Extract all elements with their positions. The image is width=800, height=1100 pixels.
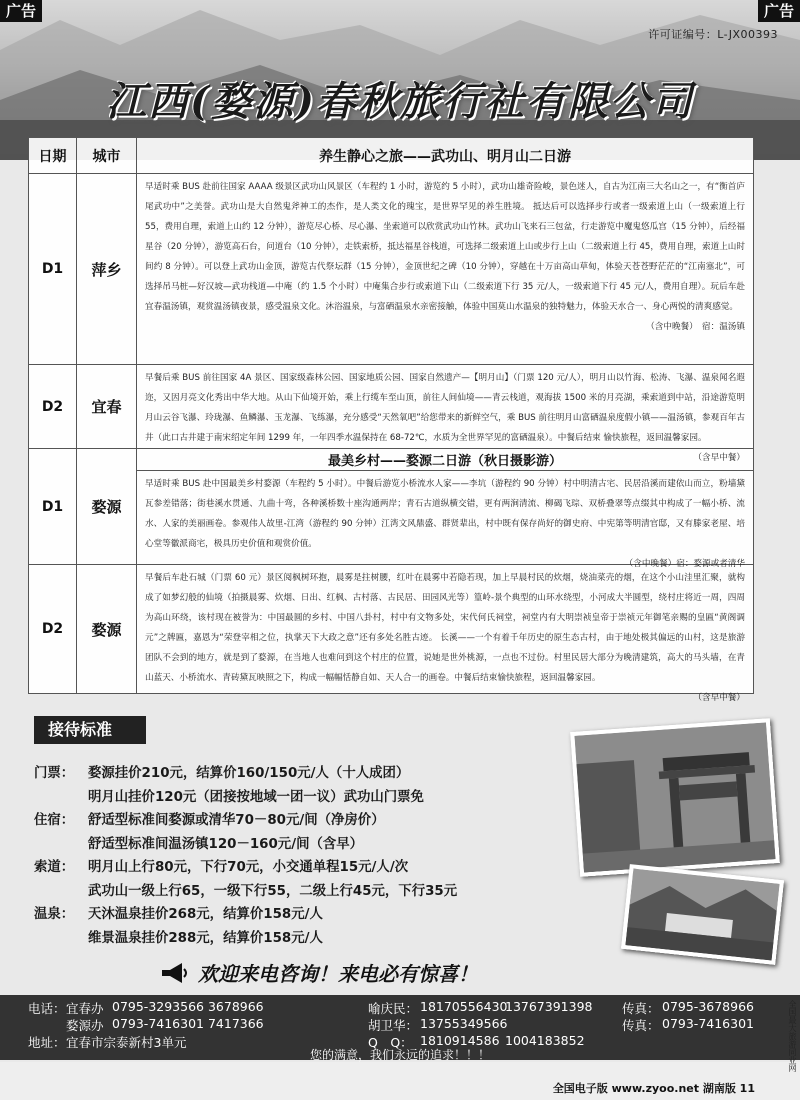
slogan (160, 958, 620, 987)
row-day: D1 (29, 174, 77, 364)
tour1-title: 养生静心之旅——武功山、明月山二日游 (319, 148, 571, 165)
row-meal: （含早中餐） (693, 693, 745, 703)
fax-2: 0793-7416301 (662, 1016, 754, 1031)
row-meal: （含中晚餐） 宿：温汤镇 (646, 322, 745, 332)
standards-list (34, 760, 574, 948)
table-header (29, 138, 753, 174)
motto: 您的满意，我们永远的追求！！！ (309, 1048, 490, 1062)
row-description: 早餐后车赴石城（门票 60 元）景区阅枫树环抱，晨雾是拄树腰，红叶在晨雾中若隐若现，加上早晨村民的炊烟，烧油菜壳的烟，在这个小山洼里汇聚，就构成了如梦幻般的仙境（拍摄晨雾、炊烟、日出、红枫、古村落、古民居、田园风光等）篁岭-景个典型的山环水绕型，小河成大半圆型，绕村庄将近一周，四周为高山环绕，该村现在被誉为：中国最圆的乡村、中国八卦村，村中有文物多处，宋代何氏祠堂，祠堂内有大明崇祯皇帝于崇祯元年御笔亲赐的皇匾“黄阁调元”之牌匾，嘉恩为“荣登宰相之位，执掌天下大政之意”还有多处名胜古迹。 长溪——一个有着千年历史的原生态古村，由于地处极其偏远的山村，这是旅游团队不会到的地方，就是到了婺源，在当地人也难问到这个村庄的位置，说她是世外桃源，一点也不过份。村里民居大部分为晚清建筑，高大的马头墙，在青山蓝天、小桥流水、青砖黛瓦映照之下，构成一幅幅恬静自如、天人合一的画卷。中餐后结束愉快旅程，返回温馨家园。 （含早中餐） (137, 565, 753, 710)
row-day: D2 (29, 365, 77, 448)
std-text: 舒适型标准间婺源或清华70－80元/间（净房价） (88, 813, 385, 829)
fax-1: 0795-3678966 (662, 999, 754, 1014)
hu-name: 胡卫华： (368, 1018, 419, 1033)
header-date: 日期 (29, 138, 77, 173)
std-label: 温泉： (34, 907, 75, 923)
qq-2: 1004183852 (505, 1033, 585, 1048)
hu-phone: 13755349566 (420, 1016, 508, 1031)
yichun-phone: 0795-3293566 3678966 (112, 999, 264, 1014)
table-row (29, 565, 753, 703)
std-text: 武功山一级上行65，一级下行55，二级上行45元，下行35元 (88, 883, 458, 899)
header-banner (0, 0, 800, 160)
table-row (29, 174, 753, 365)
list-item (34, 854, 574, 878)
std-label: 门票： (34, 766, 75, 782)
qq-1: 1810914586 (420, 1033, 500, 1048)
slogan-text: 欢迎来电咨询！来电必有惊喜！ (198, 962, 478, 986)
row-description: 早适时乘 BUS 赴前往国家 AAAA 级景区武功山风景区（车程约 1 小时，游览约 5 小时），武功山雄奇险峻，景色迷人，自古为江南三大名山之一，有“衡首庐尾武功中”之美誉。武功山是大自然鬼斧神工的杰作，是人类文化的瑰宝，是世界罕见的养生胜境。 抵达后可以选择步行或者一级索道上山（一级索道上行 55，费用自理，索道上山约 12 分钟），游览尽心桥、尽心瀑、坐索道可以欣赏武功山竹林。武功山飞来石三包盆，行走游览中魔鬼悠瓜宫（15 分钟），后经福星谷（20 分钟），游览高石台，问道台（10 分钟），走铁索桥，抵达福星谷栈道，可选择二级索道上山或步行上山（二级索道上行 45，费用自理，索道上山时间约 8 分钟）。可以登上武功山金顶，游览古代祭坛群（15 分钟），金顶世纪之碑（10 分钟），穿越在十万亩高山草甸，体验天苍苍野茫茫的“江南塞北”，可选择吊马桩—好汉坡—武功栈道—中庵（约 1.5 个小时）中庵集合步行或索道下山（二级索道下行 35 元/人，一级索道下行 45 元/人，费用自理）。玩后车赴宜春温汤镇，观赏温汤镇夜景，感受温泉文化。沐浴温泉，与富硒温泉水亲密接触，体验中国莫山水温泉的独特魅力，体验天水合一、身心两悦的清爽感觉。 （含中晚餐） 宿：温汤镇 (137, 174, 753, 339)
yichun-label: 宜春办 (66, 1001, 104, 1016)
ad-label-right: 广告 (758, 0, 800, 22)
row-meal: （含中晚餐）宿：婺源或者清华 (624, 559, 745, 569)
std-text: 明月山挂价120元（团接按地域一团一议）武功山门票免 (88, 789, 424, 805)
row-description: 早餐后乘 BUS 前往国家 4A 景区、国家级森林公园、国家地质公园、国家自然遗产—【明月山】（门票 120 元/人），明月山以竹海、松涛、飞瀑、温泉闻名遐迩，又因月亮文化秀出中华大地。从山下仙境开始，乘上行缆车至山顶，前往人间仙境——青云栈道，观海拔 1500 米的月亮湖，乘索道到中站，沿途游览明月山云谷飞瀑、玲珑瀑、鱼鳞瀑、玉龙瀑、飞练瀑，充分感受“天然氧吧”给您带来的新鲜空气，乘 BUS 前往明月山富硒温泉度假小镇——温汤镇，参观百年古井（此口古井建于南宋绍定年间 1299 年，一年四季水温保持在 68-72℃，水质为全世界罕见的富硒温泉）。中餐后结束 愉快旅程，返回温馨家园。 （含早中餐） (137, 365, 753, 470)
fax-label-2: 传真： (622, 1018, 660, 1033)
std-label: 住宿： (34, 813, 75, 829)
std-text: 明月山上行80元，下行70元，小交通单程15元/人/次 (88, 860, 409, 876)
row-city: 婺源 (77, 449, 137, 564)
tour2-title: 最美乡村——婺源二日游（秋日摄影游） (137, 449, 753, 471)
standards-title: 接待标准 (34, 716, 146, 744)
yu-phone-2: 13767391398 (505, 999, 593, 1014)
list-item (34, 925, 574, 949)
std-label: 索道： (34, 860, 75, 876)
std-text: 婺源挂价210元，结算价160/150元/人（十人成团） (88, 766, 410, 782)
row-day: D1 (29, 449, 77, 564)
wuyuan-phone: 0793-7416301 7417366 (112, 1016, 264, 1031)
wuyuan-label: 婺源办 (66, 1018, 104, 1033)
ad-label-left: 广告 (0, 0, 42, 22)
company-name: 江西(婺源)春秋旅行社有限公司 (106, 78, 694, 125)
page-footer (0, 1062, 800, 1100)
address-label: 地址： (28, 1035, 66, 1050)
qq-label: Q Q： (368, 1035, 413, 1050)
yu-phone-1: 18170556430 (420, 999, 508, 1014)
license-number: 许可证编号：L-JX00393 (648, 28, 778, 41)
address: 宜春市宗泰新村3单元 (66, 1035, 187, 1050)
list-item (34, 901, 574, 925)
edition-info: 全国电子版 www.zyoo.net 湖南版 11 (552, 1082, 755, 1095)
row-day: D2 (29, 565, 77, 693)
yu-name: 喻庆民： (368, 1001, 419, 1016)
table-row (29, 449, 753, 569)
list-item (34, 760, 574, 784)
phone-label: 电话： (28, 1001, 66, 1016)
list-item (34, 831, 574, 855)
std-text: 维景温泉挂价288元，结算价158元/人 (88, 930, 323, 946)
fax-label-1: 传真： (622, 1001, 660, 1016)
village-photo (621, 864, 784, 965)
row-city: 婺源 (77, 565, 137, 693)
header-city: 城市 (77, 138, 137, 173)
row-city: 萍乡 (77, 174, 137, 364)
std-text: 舒适型标准间温汤镇120－160元/间（含早） (88, 836, 364, 852)
side-vertical-text: 全国最大旅游同业网 (788, 1000, 797, 1072)
megaphone-icon (160, 961, 188, 985)
list-item (34, 878, 574, 902)
row-meal: （含早中餐） (693, 453, 745, 463)
row-city: 宜春 (77, 365, 137, 448)
std-text: 天沐温泉挂价268元，结算价158元/人 (88, 907, 323, 923)
itinerary-table (28, 137, 754, 703)
list-item (34, 784, 574, 808)
archway-photo (570, 718, 780, 877)
list-item (34, 807, 574, 831)
row-description: 早适时乘 BUS 赴中国最美乡村婺源（车程约 5 小时）。中餐后游览小桥流水人家——李坑（游程约 90 分钟）村中明清古宅、民居沿溪而建依山而立，粉墙黛瓦参差错落；街巷溪水贯通、九曲十弯，各种溪桥数十座沟通两岸；青石古道纵横交错，更有两涧清流、柳碣飞琮、双桥叠翠等点缀其中构成了一幅小桥、流水、人家的美丽画卷。参观伟人故里-江湾（游程约 90 分钟）江湾文风鼎盛、群贤辈出，村中既有保存尚好的御史府、中宪第等明清官邸，又有滕家老屋、培心堂等徽派商宅，极具历史价值和观赏价值。 （含中晚餐）宿：婺源或者清华 (137, 471, 753, 576)
